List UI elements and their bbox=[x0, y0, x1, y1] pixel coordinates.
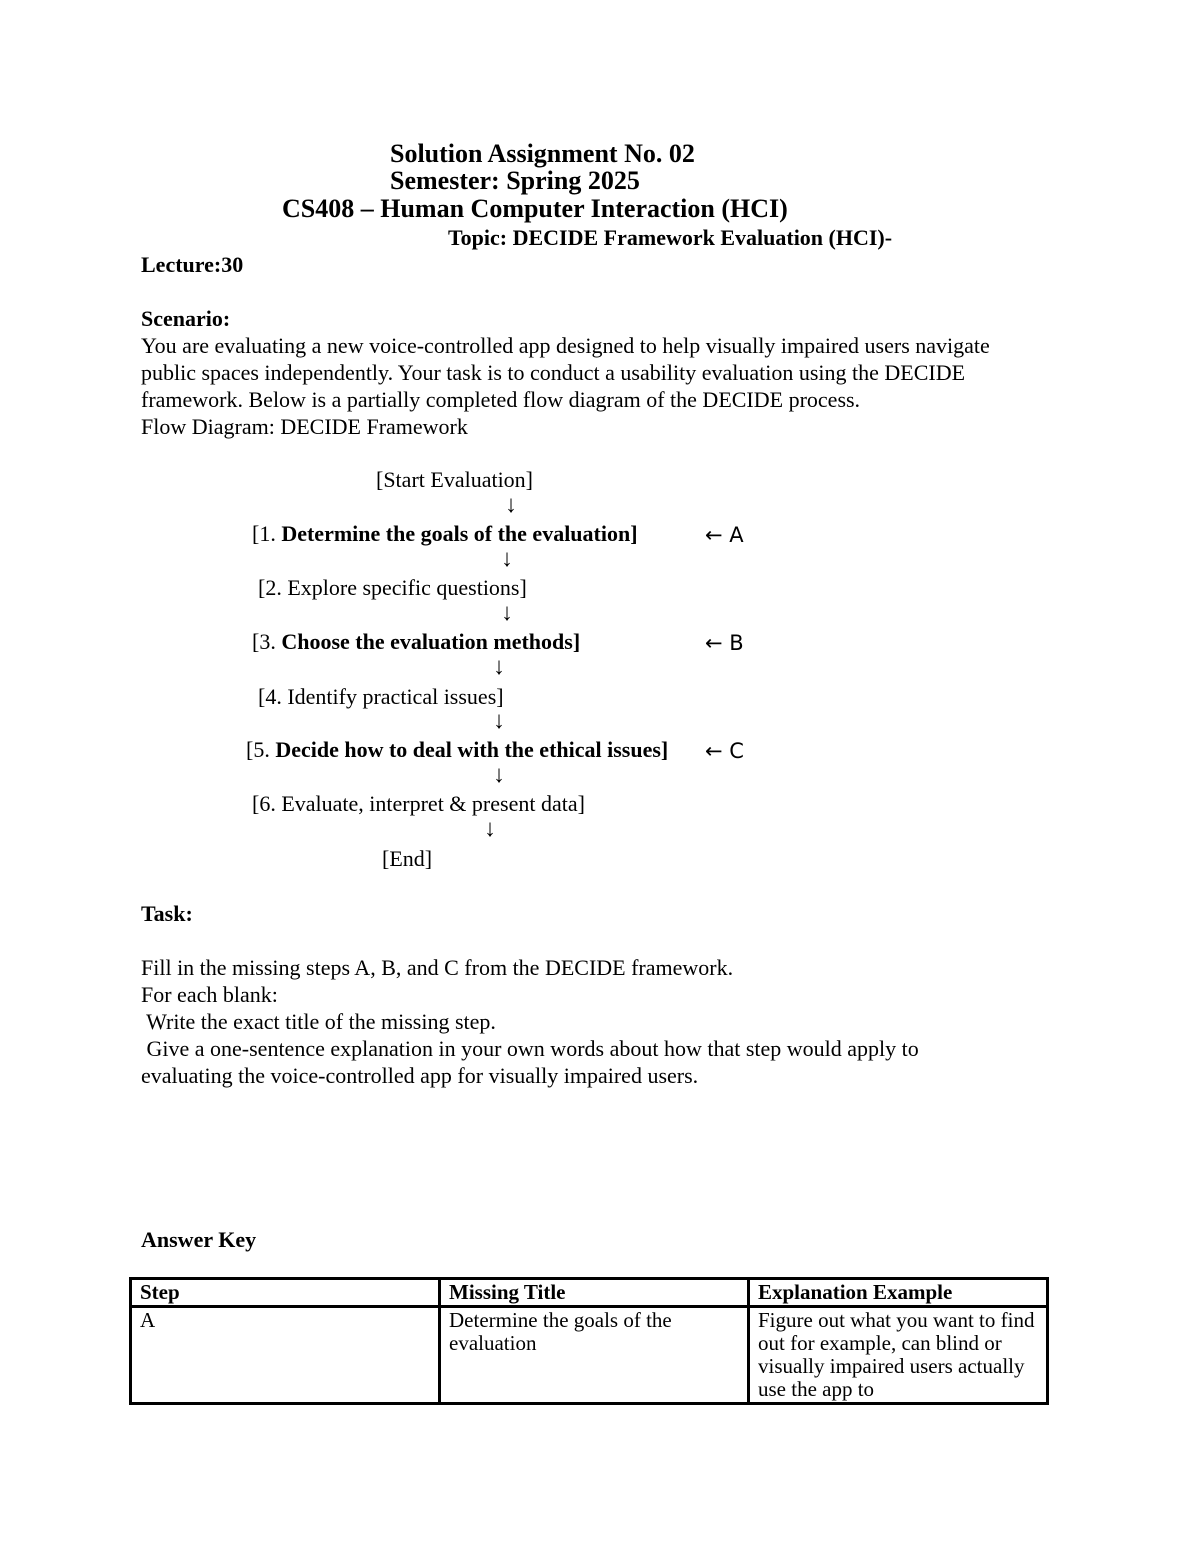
topic-line: Topic: DECIDE Framework Evaluation (HCI)- bbox=[448, 225, 893, 250]
flow-step-open: [4. bbox=[258, 684, 288, 709]
flow-start-node: [Start Evaluation] bbox=[376, 467, 534, 492]
column-header-missing-title: Missing Title bbox=[440, 1279, 749, 1307]
flow-step-close: ] bbox=[572, 629, 581, 654]
column-header-step: Step bbox=[131, 1279, 440, 1307]
flow-step-title: Identify practical issues bbox=[287, 684, 497, 709]
flow-arrow-down: ↓ bbox=[501, 546, 513, 572]
table-header-row bbox=[131, 1279, 1048, 1307]
blank-marker-b: ← B bbox=[705, 631, 744, 655]
flow-step-2 bbox=[258, 575, 527, 601]
cell-step bbox=[131, 1307, 440, 1404]
flow-diagram-caption: Flow Diagram: DECIDE Framework bbox=[141, 414, 468, 439]
answer-key-heading: Answer Key bbox=[141, 1227, 257, 1252]
scenario-heading: Scenario: bbox=[141, 306, 231, 331]
flow-step-title: Evaluate, interpret & present data bbox=[281, 791, 578, 816]
scenario-line: public spaces independently. Your task is to conduct a usability evaluation using the DECIDE bbox=[141, 360, 966, 385]
course-title: CS408 – Human Computer Interaction (HCI) bbox=[282, 194, 788, 223]
flow-arrow-down: ↓ bbox=[501, 600, 513, 626]
flow-step-title: Determine the goals of the evaluation bbox=[281, 521, 631, 546]
task-line: Give a one-sentence explanation in your own words about how that step would apply to bbox=[141, 1036, 919, 1061]
flow-arrow-down: ↓ bbox=[484, 816, 496, 842]
cell-explanation bbox=[749, 1307, 1048, 1404]
flow-step-close: ] bbox=[577, 791, 585, 816]
lecture-line: Lecture:30 bbox=[141, 252, 244, 277]
flow-step-1 bbox=[252, 521, 638, 547]
task-heading: Task: bbox=[141, 901, 193, 926]
flow-step-6 bbox=[252, 791, 585, 817]
document-title: Solution Assignment No. 02 bbox=[390, 139, 695, 168]
flow-step-3 bbox=[252, 629, 580, 655]
flow-step-open: [3. bbox=[252, 629, 282, 654]
flow-arrow-down: ↓ bbox=[493, 762, 505, 788]
flow-step-close: ] bbox=[519, 575, 527, 600]
blank-marker-a: ← A bbox=[705, 523, 744, 547]
task-line: evaluating the voice-controlled app for visually impaired users. bbox=[141, 1063, 699, 1088]
column-header-explanation: Explanation Example bbox=[749, 1279, 1048, 1307]
flow-step-title: Choose the evaluation methods bbox=[281, 629, 573, 654]
flow-step-open: [6. bbox=[252, 791, 282, 816]
flow-step-title: Explore specific questions bbox=[287, 575, 520, 600]
task-line: Fill in the missing steps A, B, and C from the DECIDE framework. bbox=[141, 955, 734, 980]
flow-arrow-down: ↓ bbox=[505, 492, 517, 518]
flow-step-open: [5. bbox=[246, 737, 276, 762]
flow-step-open: [2. bbox=[258, 575, 288, 600]
flow-step-5 bbox=[246, 737, 668, 763]
cell-text: Figure out what you want to find out for example, can blind or visually impaired users actually use the app to bbox=[758, 1309, 1035, 1401]
flow-step-title: Decide how to deal with the ethical issues bbox=[275, 737, 661, 762]
table-row bbox=[131, 1307, 1048, 1404]
blank-marker-c: ← C bbox=[705, 739, 744, 763]
flow-step-close: ] bbox=[660, 737, 669, 762]
semester-line: Semester: Spring 2025 bbox=[390, 166, 640, 195]
scenario-line: framework. Below is a partially completed flow diagram of the DECIDE process. bbox=[141, 387, 861, 412]
cell-text: A bbox=[140, 1309, 156, 1332]
flow-arrow-down: ↓ bbox=[493, 654, 505, 680]
scenario-line: You are evaluating a new voice-controlled app designed to help visually impaired users navigate bbox=[141, 333, 990, 358]
cell-missing-title bbox=[440, 1307, 749, 1404]
flow-step-4 bbox=[258, 684, 504, 710]
flow-end-node: [End] bbox=[382, 846, 433, 871]
flow-step-close: ] bbox=[630, 521, 638, 546]
task-line: Write the exact title of the missing step. bbox=[141, 1009, 496, 1034]
flow-arrow-down: ↓ bbox=[493, 708, 505, 734]
answer-key-table bbox=[129, 1277, 1049, 1405]
task-line: For each blank: bbox=[141, 982, 278, 1007]
flow-step-open: [1. bbox=[252, 521, 282, 546]
cell-text: Determine the goals of the evaluation bbox=[449, 1309, 672, 1355]
flow-step-close: ] bbox=[496, 684, 504, 709]
